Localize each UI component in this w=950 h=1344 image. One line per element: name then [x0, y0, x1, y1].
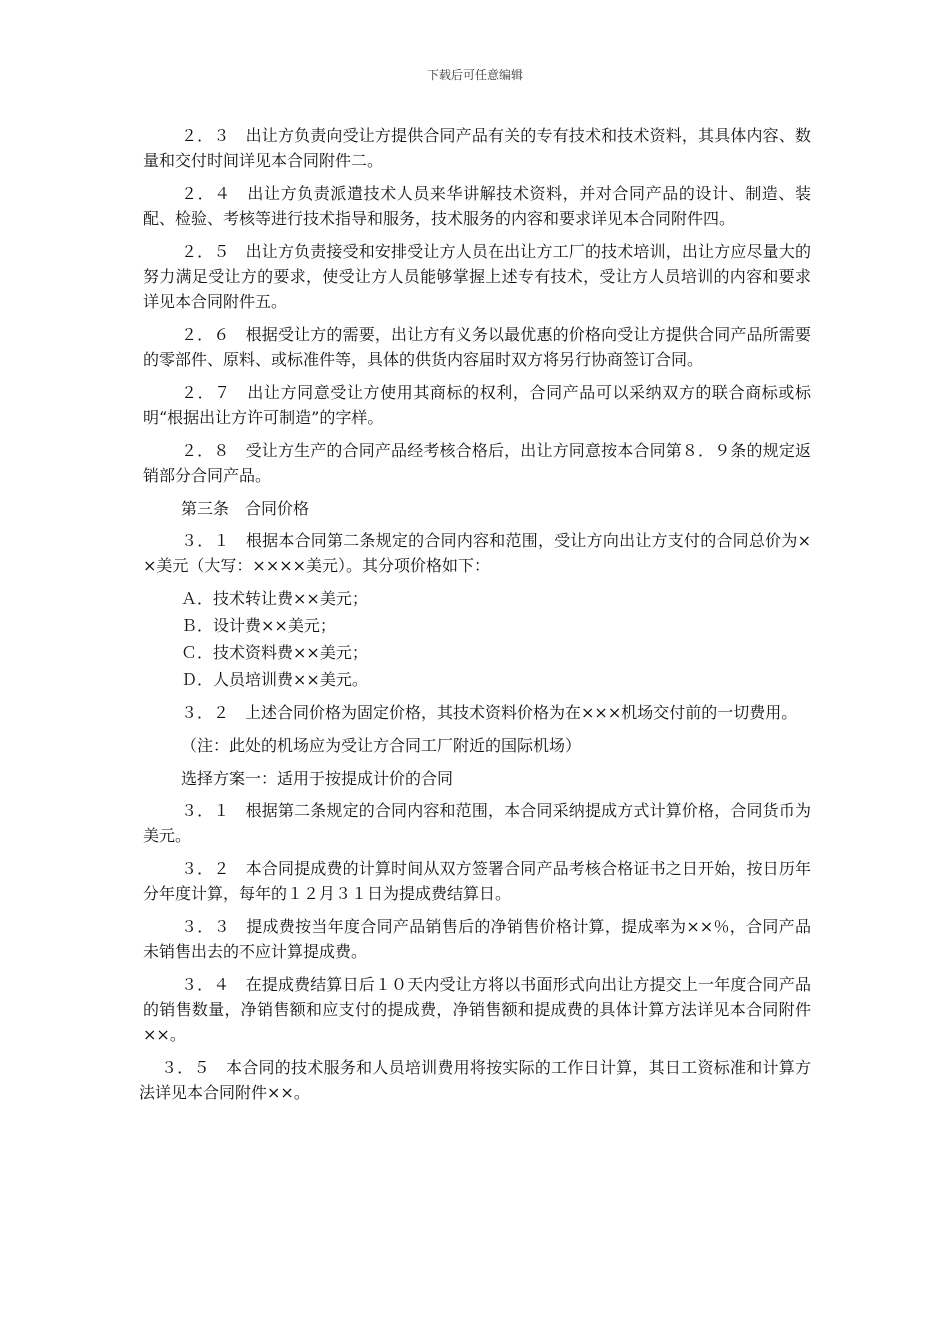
- royalty-clause-3-5: ３．５ 本合同的技术服务和人员培训费用将按实际的工作日计算，其日工资标准和计算方法详见本合同附件××。: [139, 1058, 811, 1102]
- clause-2-8: ２．８ 受让方生产的合同产品经考核合格后，出让方同意按本合同第８．９条的规定返销部分合同产品。: [143, 441, 811, 485]
- article-3-heading: 第三条 合同价格: [181, 499, 310, 518]
- royalty-clause-3-2: ３．２ 本合同提成费的计算时间从双方签署合同产品考核合格证书之日开始，按日历年分年度计算，每年的１２月３１日为提成费结算日。: [143, 859, 811, 903]
- clause-3-1: ３．１ 根据本合同第二条规定的合同内容和范围，受让方向出让方支付的合同总价为××美元（大写：××××美元）。其分项价格如下：: [143, 531, 811, 575]
- clause-2-7: ２．７ 出让方同意受让方使用其商标的权利，合同产品可以采纳双方的联合商标或标明“根据出让方许可制造”的字样。: [143, 383, 811, 427]
- price-item-c: Ｃ．技术资料费××美元；: [181, 643, 368, 662]
- royalty-clause-3-1: ３．１ 根据第二条规定的合同内容和范围，本合同采纳提成方式计算价格，合同货币为美元。: [143, 801, 811, 845]
- clause-3-2: ３．２ 上述合同价格为固定价格，其技术资料价格为在×××机场交付前的一切费用。: [181, 703, 798, 722]
- price-item-a: Ａ．技术转让费××美元；: [181, 589, 368, 608]
- clause-2-5: ２．５ 出让方负责接受和安排受让方人员在出让方工厂的技术培训，出让方应尽量大的努力满足受让方的要求，使受让方人员能够掌握上述专有技术，受让方人员培训的内容和要求详见本合同附件五。: [143, 242, 811, 311]
- royalty-clause-3-4: ３．４ 在提成费结算日后１０天内受让方将以书面形式向出让方提交上一年度合同产品的销售数量，净销售额和应支付的提成费，净销售额和提成费的具体计算方法详见本合同附件××。: [143, 975, 811, 1044]
- price-item-d: Ｄ．人员培训费××美元。: [181, 670, 368, 689]
- clause-2-4: ２．４ 出让方负责派遣技术人员来华讲解技术资料，并对合同产品的设计、制造、装配、检验、考核等进行技术指导和服务，技术服务的内容和要求详见本合同附件四。: [143, 184, 811, 228]
- royalty-clause-3-3: ３．３ 提成费按当年度合同产品销售后的净销售价格计算，提成率为××％，合同产品未销售出去的不应计算提成费。: [143, 917, 811, 961]
- clause-2-6: ２．６ 根据受让方的需要，出让方有义务以最优惠的价格向受让方提供合同产品所需要的零部件、原料、或标准件等，具体的供货内容届时双方将另行协商签订合同。: [143, 325, 811, 369]
- page-header: 下载后可任意编辑: [426, 68, 523, 82]
- airport-note: （注：此处的机场应为受让方合同工厂附近的国际机场）: [181, 736, 582, 755]
- option-1-heading: 选择方案一：适用于按提成计价的合同: [181, 769, 454, 788]
- clause-2-3: ２．３ 出让方负责向受让方提供合同产品有关的专有技术和技术资料，其具体内容、数量和交付时间详见本合同附件二。: [143, 126, 811, 170]
- document-body: [139, 123, 811, 1113]
- price-item-b: Ｂ．设计费××美元；: [181, 616, 336, 635]
